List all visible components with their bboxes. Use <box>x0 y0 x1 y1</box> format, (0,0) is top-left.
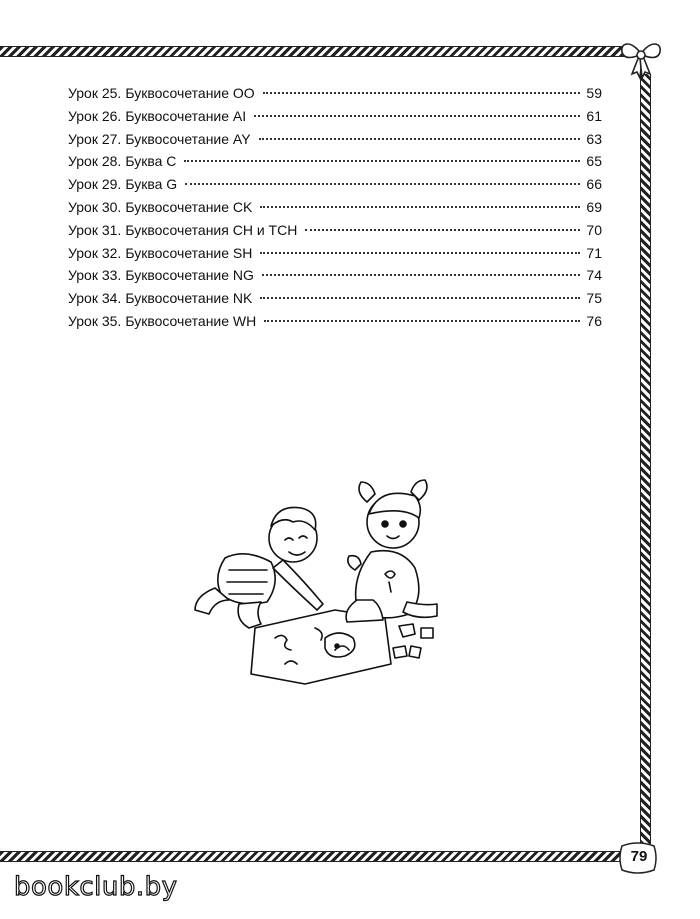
bow-icon <box>614 30 668 84</box>
toc-leader-dots <box>185 183 580 185</box>
toc-page-number: 69 <box>586 198 602 215</box>
toc-page-number: 66 <box>586 176 602 193</box>
toc-page-number: 63 <box>586 130 602 147</box>
toc-page-number: 61 <box>586 107 602 124</box>
toc-entry <box>68 310 602 333</box>
toc-leader-dots <box>264 320 580 322</box>
toc-leader-dots <box>259 138 581 140</box>
toc-entry <box>68 82 602 105</box>
toc-lesson-number: Урок 25. <box>68 85 122 101</box>
toc-lesson-title: Буквосочетание AI <box>125 107 247 124</box>
toc-lesson-number: Урок 32. <box>68 244 122 261</box>
toc-lesson-title: Буква G <box>125 176 178 193</box>
rope-border-right <box>640 74 651 844</box>
watermark-text: bookclub.by <box>14 872 178 902</box>
toc-page-number: 71 <box>586 244 602 261</box>
toc-lesson-number: Урок 27. <box>68 130 122 147</box>
toc-entry <box>68 105 602 128</box>
toc-leader-dots <box>262 274 581 276</box>
toc-page-number: 70 <box>586 221 602 238</box>
toc-entry <box>68 196 602 219</box>
toc-lesson-number: Урок 34. <box>68 290 122 307</box>
toc-lesson-title: Буквосочетание CK <box>125 198 253 215</box>
toc-leader-dots <box>184 160 580 162</box>
toc-entry <box>68 287 602 310</box>
toc-entry <box>68 128 602 151</box>
table-of-contents <box>68 82 602 333</box>
rope-border-top <box>0 46 628 57</box>
toc-lesson-title: Буквосочетание WH <box>125 312 257 329</box>
toc-leader-dots <box>263 92 581 94</box>
toc-lesson-number: Урок 35. <box>68 312 122 329</box>
children-puzzle-illustration-icon <box>185 478 455 700</box>
toc-leader-dots <box>260 252 580 254</box>
toc-lesson-title: Буквосочетание NG <box>125 267 254 284</box>
toc-lesson-number: Урок 33. <box>68 267 122 284</box>
toc-lesson-title: Буква C <box>125 153 177 170</box>
toc-leader-dots <box>305 229 580 231</box>
toc-entry <box>68 242 602 265</box>
toc-entry <box>68 173 602 196</box>
toc-lesson-number: Урок 30. <box>68 198 122 215</box>
toc-page-number: 65 <box>586 153 602 170</box>
toc-lesson-title: Буквосочетание SH <box>125 244 253 261</box>
toc-page-number: 76 <box>586 312 602 329</box>
toc-lesson-number: Урок 28. <box>68 153 122 170</box>
page-number: 79 <box>630 848 648 865</box>
toc-leader-dots <box>260 297 580 299</box>
toc-entry <box>68 219 602 242</box>
toc-page-number: 75 <box>586 290 602 307</box>
toc-lesson-title: Буквосочетание OO <box>125 85 255 101</box>
toc-lesson-number: Урок 31. <box>68 221 122 238</box>
toc-leader-dots <box>260 206 580 208</box>
toc-lesson-title: Буквосочетания CH и TCH <box>125 221 298 238</box>
toc-entry <box>68 264 602 287</box>
toc-lesson-number: Урок 29. <box>68 176 122 193</box>
toc-lesson-title: Буквосочетание NK <box>125 290 253 307</box>
toc-lesson-title: Буквосочетание AY <box>125 130 251 147</box>
rope-border-bottom <box>0 851 620 862</box>
toc-lesson-number: Урок 26. <box>68 107 122 124</box>
toc-entry <box>68 150 602 173</box>
toc-page-number: 59 <box>586 85 602 101</box>
toc-page-number: 74 <box>586 267 602 284</box>
toc-leader-dots <box>254 115 580 117</box>
